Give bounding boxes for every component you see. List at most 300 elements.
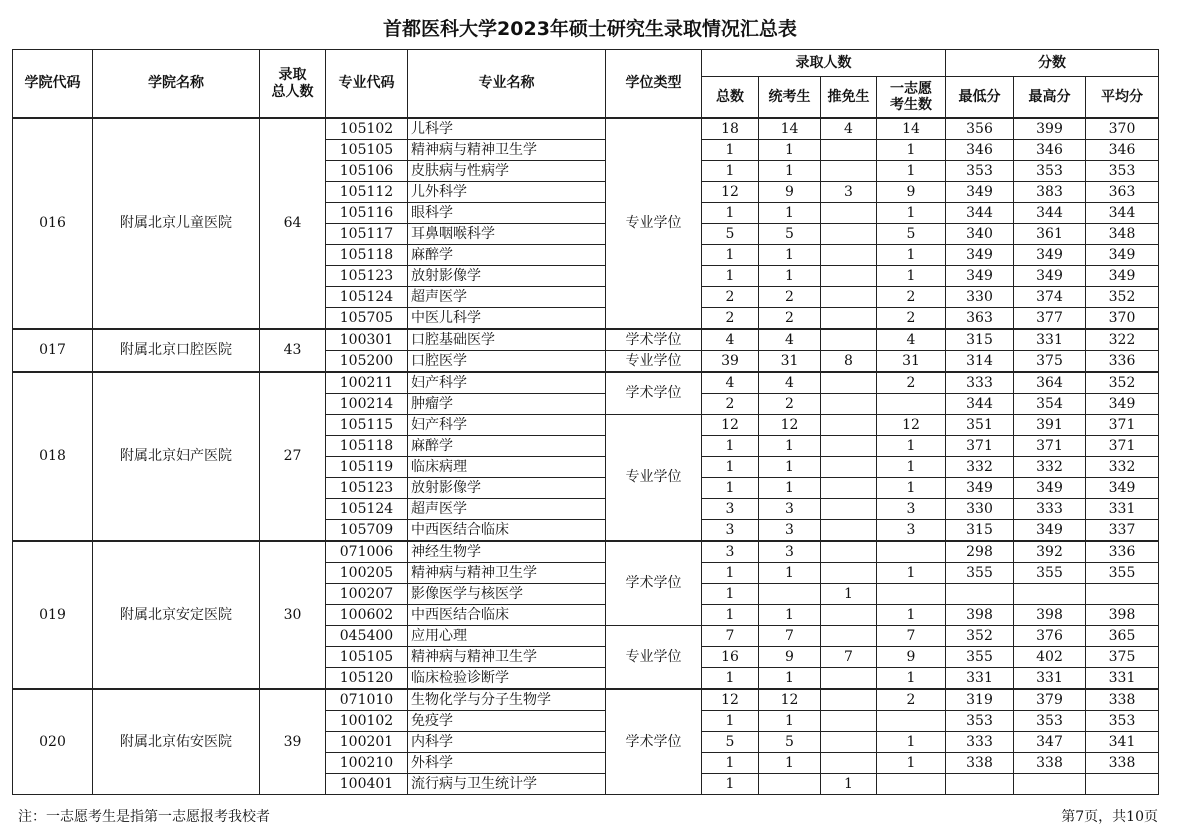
cell-unified: 3 [759, 499, 821, 520]
college-name: 附属北京儿童医院 [93, 118, 260, 329]
cell-min-score: 355 [946, 563, 1014, 584]
cell-total: 1 [702, 457, 759, 478]
major-code: 105200 [326, 351, 408, 373]
cell-total: 1 [702, 140, 759, 161]
cell-unified: 12 [759, 415, 821, 436]
cell-min-score: 338 [946, 753, 1014, 774]
cell-unified: 9 [759, 182, 821, 203]
degree-type: 学术学位 [606, 329, 702, 351]
cell-first-choice: 12 [877, 415, 946, 436]
cell-unified: 31 [759, 351, 821, 373]
cell-exempt [821, 308, 877, 330]
college-total: 30 [260, 541, 326, 689]
major-code: 105102 [326, 118, 408, 140]
header-max-score: 最高分 [1014, 77, 1086, 119]
cell-max-score: 353 [1014, 161, 1086, 182]
cell-first-choice: 1 [877, 668, 946, 690]
cell-total: 2 [702, 394, 759, 415]
cell-first-choice [877, 394, 946, 415]
major-name: 皮肤病与性病学 [408, 161, 606, 182]
cell-max-score: 331 [1014, 329, 1086, 351]
cell-min-score: 349 [946, 182, 1014, 203]
cell-unified: 1 [759, 668, 821, 690]
cell-total: 5 [702, 732, 759, 753]
major-name: 生物化学与分子生物学 [408, 689, 606, 711]
college-code: 016 [13, 118, 93, 329]
cell-max-score: 399 [1014, 118, 1086, 140]
cell-exempt [821, 605, 877, 626]
cell-total: 1 [702, 203, 759, 224]
cell-unified: 1 [759, 203, 821, 224]
major-code: 105105 [326, 647, 408, 668]
major-name: 耳鼻咽喉科学 [408, 224, 606, 245]
cell-min-score: 351 [946, 415, 1014, 436]
cell-avg-score: 341 [1086, 732, 1159, 753]
cell-unified [759, 774, 821, 795]
college-total: 27 [260, 372, 326, 541]
header-first-choice [877, 77, 946, 119]
table-body [13, 118, 1159, 795]
cell-first-choice [877, 774, 946, 795]
cell-first-choice: 1 [877, 203, 946, 224]
cell-max-score: 332 [1014, 457, 1086, 478]
cell-max-score: 391 [1014, 415, 1086, 436]
cell-min-score [946, 584, 1014, 605]
major-code: 105106 [326, 161, 408, 182]
cell-first-choice: 1 [877, 161, 946, 182]
college-name: 附属北京安定医院 [93, 541, 260, 689]
major-code: 105117 [326, 224, 408, 245]
major-code: 100102 [326, 711, 408, 732]
major-name: 麻醉学 [408, 436, 606, 457]
major-name: 麻醉学 [408, 245, 606, 266]
major-code: 100201 [326, 732, 408, 753]
cell-first-choice: 1 [877, 478, 946, 499]
cell-first-choice: 14 [877, 118, 946, 140]
header-exempt: 推免生 [821, 77, 877, 119]
table-row [13, 541, 1159, 563]
cell-max-score: 331 [1014, 668, 1086, 690]
cell-exempt [821, 266, 877, 287]
cell-max-score: 383 [1014, 182, 1086, 203]
cell-total: 1 [702, 711, 759, 732]
cell-max-score: 392 [1014, 541, 1086, 563]
cell-max-score: 377 [1014, 308, 1086, 330]
cell-min-score: 344 [946, 203, 1014, 224]
header-major-name: 专业名称 [408, 50, 606, 119]
cell-avg-score: 349 [1086, 245, 1159, 266]
footnote: 注：一志愿考生是指第一志愿报考我校者 [18, 809, 270, 825]
cell-exempt [821, 203, 877, 224]
cell-first-choice: 2 [877, 372, 946, 394]
cell-max-score: 349 [1014, 245, 1086, 266]
major-code: 105124 [326, 287, 408, 308]
cell-min-score: 330 [946, 499, 1014, 520]
cell-max-score: 353 [1014, 711, 1086, 732]
cell-exempt [821, 563, 877, 584]
cell-first-choice: 9 [877, 182, 946, 203]
major-name: 超声医学 [408, 287, 606, 308]
cell-max-score: 354 [1014, 394, 1086, 415]
cell-unified: 1 [759, 478, 821, 499]
cell-exempt [821, 287, 877, 308]
header-total-admit [260, 50, 326, 119]
cell-exempt: 1 [821, 584, 877, 605]
degree-type: 学术学位 [606, 372, 702, 415]
cell-exempt [821, 520, 877, 542]
table-row [13, 689, 1159, 711]
header-first-choice-line1: 一志愿 [890, 81, 932, 97]
cell-total: 3 [702, 499, 759, 520]
cell-unified: 14 [759, 118, 821, 140]
cell-unified: 2 [759, 287, 821, 308]
header-avg-score: 平均分 [1086, 77, 1159, 119]
cell-unified: 4 [759, 372, 821, 394]
cell-avg-score: 322 [1086, 329, 1159, 351]
degree-type: 专业学位 [606, 351, 702, 373]
cell-avg-score: 352 [1086, 287, 1159, 308]
header-college-code: 学院代码 [13, 50, 93, 119]
degree-type: 专业学位 [606, 118, 702, 329]
header-major-code: 专业代码 [326, 50, 408, 119]
cell-avg-score: 346 [1086, 140, 1159, 161]
cell-total: 3 [702, 520, 759, 542]
cell-exempt [821, 732, 877, 753]
cell-avg-score: 349 [1086, 478, 1159, 499]
cell-min-score: 333 [946, 372, 1014, 394]
cell-exempt [821, 140, 877, 161]
cell-min-score: 349 [946, 478, 1014, 499]
cell-exempt [821, 753, 877, 774]
major-name: 流行病与卫生统计学 [408, 774, 606, 795]
cell-total: 1 [702, 753, 759, 774]
major-name: 放射影像学 [408, 266, 606, 287]
cell-first-choice: 7 [877, 626, 946, 647]
college-total: 39 [260, 689, 326, 795]
major-code: 105123 [326, 478, 408, 499]
cell-exempt [821, 161, 877, 182]
major-code: 100301 [326, 329, 408, 351]
cell-total: 39 [702, 351, 759, 373]
cell-avg-score: 349 [1086, 394, 1159, 415]
header-total-admit-line2: 总人数 [271, 83, 314, 100]
cell-unified: 1 [759, 563, 821, 584]
cell-unified: 7 [759, 626, 821, 647]
major-code: 045400 [326, 626, 408, 647]
cell-first-choice: 3 [877, 520, 946, 542]
cell-unified: 4 [759, 329, 821, 351]
major-name: 口腔基础医学 [408, 329, 606, 351]
cell-avg-score: 370 [1086, 308, 1159, 330]
major-name: 内科学 [408, 732, 606, 753]
cell-exempt: 3 [821, 182, 877, 203]
cell-min-score: 352 [946, 626, 1014, 647]
major-name: 应用心理 [408, 626, 606, 647]
cell-avg-score: 337 [1086, 520, 1159, 542]
cell-first-choice: 1 [877, 563, 946, 584]
cell-avg-score [1086, 584, 1159, 605]
cell-avg-score: 349 [1086, 266, 1159, 287]
cell-total: 2 [702, 308, 759, 330]
major-name: 精神病与精神卫生学 [408, 563, 606, 584]
degree-type: 学术学位 [606, 689, 702, 795]
cell-max-score: 375 [1014, 351, 1086, 373]
cell-total: 12 [702, 689, 759, 711]
degree-type: 学术学位 [606, 541, 702, 626]
cell-max-score: 344 [1014, 203, 1086, 224]
cell-avg-score: 371 [1086, 436, 1159, 457]
major-code: 100210 [326, 753, 408, 774]
cell-total: 1 [702, 478, 759, 499]
major-code: 071010 [326, 689, 408, 711]
major-code: 100205 [326, 563, 408, 584]
cell-min-score: 332 [946, 457, 1014, 478]
cell-total: 1 [702, 266, 759, 287]
cell-avg-score: 352 [1086, 372, 1159, 394]
major-name: 临床病理 [408, 457, 606, 478]
cell-total: 1 [702, 774, 759, 795]
college-code: 019 [13, 541, 93, 689]
cell-first-choice: 31 [877, 351, 946, 373]
cell-total: 1 [702, 668, 759, 690]
cell-first-choice [877, 541, 946, 563]
degree-type: 专业学位 [606, 626, 702, 690]
major-code: 105705 [326, 308, 408, 330]
cell-min-score: 319 [946, 689, 1014, 711]
cell-exempt [821, 478, 877, 499]
cell-unified [759, 584, 821, 605]
cell-avg-score: 338 [1086, 689, 1159, 711]
cell-max-score: 347 [1014, 732, 1086, 753]
cell-first-choice: 2 [877, 287, 946, 308]
cell-min-score: 349 [946, 245, 1014, 266]
cell-max-score: 364 [1014, 372, 1086, 394]
major-code: 105118 [326, 245, 408, 266]
major-code: 105105 [326, 140, 408, 161]
cell-first-choice: 4 [877, 329, 946, 351]
cell-first-choice: 1 [877, 753, 946, 774]
major-name: 眼科学 [408, 203, 606, 224]
major-code: 105123 [326, 266, 408, 287]
major-name: 妇产科学 [408, 415, 606, 436]
cell-exempt [821, 668, 877, 690]
cell-total: 3 [702, 541, 759, 563]
cell-avg-score: 365 [1086, 626, 1159, 647]
major-name: 放射影像学 [408, 478, 606, 499]
cell-total: 4 [702, 329, 759, 351]
cell-min-score: 315 [946, 329, 1014, 351]
cell-max-score: 349 [1014, 266, 1086, 287]
cell-first-choice [877, 711, 946, 732]
major-code: 105115 [326, 415, 408, 436]
college-name: 附属北京口腔医院 [93, 329, 260, 372]
cell-total: 1 [702, 563, 759, 584]
cell-max-score: 338 [1014, 753, 1086, 774]
cell-first-choice: 1 [877, 436, 946, 457]
cell-avg-score: 398 [1086, 605, 1159, 626]
cell-first-choice: 2 [877, 308, 946, 330]
cell-exempt [821, 711, 877, 732]
cell-min-score: 356 [946, 118, 1014, 140]
major-name: 外科学 [408, 753, 606, 774]
cell-max-score [1014, 774, 1086, 795]
cell-first-choice: 1 [877, 140, 946, 161]
cell-first-choice: 2 [877, 689, 946, 711]
major-code: 100214 [326, 394, 408, 415]
header-admit-group: 录取人数 [702, 50, 946, 77]
cell-min-score: 363 [946, 308, 1014, 330]
major-name: 肿瘤学 [408, 394, 606, 415]
cell-unified: 3 [759, 520, 821, 542]
cell-avg-score: 353 [1086, 711, 1159, 732]
cell-exempt [821, 415, 877, 436]
cell-min-score: 346 [946, 140, 1014, 161]
cell-max-score: 374 [1014, 287, 1086, 308]
cell-max-score: 333 [1014, 499, 1086, 520]
cell-max-score: 361 [1014, 224, 1086, 245]
major-code: 105112 [326, 182, 408, 203]
cell-total: 1 [702, 436, 759, 457]
cell-avg-score: 371 [1086, 415, 1159, 436]
college-total: 43 [260, 329, 326, 372]
cell-max-score: 349 [1014, 520, 1086, 542]
cell-min-score: 298 [946, 541, 1014, 563]
cell-unified: 1 [759, 457, 821, 478]
cell-min-score [946, 774, 1014, 795]
cell-min-score: 349 [946, 266, 1014, 287]
major-code: 105124 [326, 499, 408, 520]
cell-exempt [821, 689, 877, 711]
cell-total: 5 [702, 224, 759, 245]
cell-avg-score: 331 [1086, 668, 1159, 690]
cell-first-choice: 5 [877, 224, 946, 245]
cell-min-score: 353 [946, 711, 1014, 732]
cell-min-score: 344 [946, 394, 1014, 415]
header-degree-type: 学位类型 [606, 50, 702, 119]
cell-exempt [821, 224, 877, 245]
cell-exempt [821, 626, 877, 647]
cell-unified: 1 [759, 753, 821, 774]
college-code: 017 [13, 329, 93, 372]
major-name: 临床检验诊断学 [408, 668, 606, 690]
cell-unified: 5 [759, 732, 821, 753]
major-name: 神经生物学 [408, 541, 606, 563]
cell-total: 7 [702, 626, 759, 647]
cell-total: 1 [702, 245, 759, 266]
cell-exempt: 7 [821, 647, 877, 668]
college-name: 附属北京佑安医院 [93, 689, 260, 795]
cell-min-score: 333 [946, 732, 1014, 753]
degree-type: 专业学位 [606, 415, 702, 542]
major-name: 中医儿科学 [408, 308, 606, 330]
cell-avg-score [1086, 774, 1159, 795]
cell-exempt: 1 [821, 774, 877, 795]
cell-avg-score: 336 [1086, 541, 1159, 563]
cell-avg-score: 338 [1086, 753, 1159, 774]
header-total: 总数 [702, 77, 759, 119]
admission-table [12, 49, 1159, 795]
cell-unified: 2 [759, 394, 821, 415]
major-name: 儿外科学 [408, 182, 606, 203]
cell-min-score: 353 [946, 161, 1014, 182]
cell-unified: 1 [759, 140, 821, 161]
cell-exempt [821, 436, 877, 457]
cell-first-choice: 1 [877, 266, 946, 287]
header-score-group: 分数 [946, 50, 1159, 77]
table-row [13, 118, 1159, 140]
college-total: 64 [260, 118, 326, 329]
cell-unified: 1 [759, 266, 821, 287]
cell-max-score: 371 [1014, 436, 1086, 457]
cell-exempt [821, 372, 877, 394]
cell-first-choice [877, 584, 946, 605]
header-first-choice-line2: 考生数 [890, 97, 932, 113]
header-college-name: 学院名称 [93, 50, 260, 119]
cell-first-choice: 1 [877, 245, 946, 266]
cell-min-score: 355 [946, 647, 1014, 668]
cell-unified: 5 [759, 224, 821, 245]
cell-avg-score: 331 [1086, 499, 1159, 520]
cell-min-score: 330 [946, 287, 1014, 308]
cell-exempt [821, 245, 877, 266]
cell-first-choice: 3 [877, 499, 946, 520]
cell-exempt [821, 394, 877, 415]
table-row [13, 372, 1159, 394]
cell-total: 4 [702, 372, 759, 394]
major-name: 免疫学 [408, 711, 606, 732]
page-number: 第7页，共10页 [1061, 809, 1158, 825]
major-name: 口腔医学 [408, 351, 606, 373]
cell-exempt: 8 [821, 351, 877, 373]
major-name: 妇产科学 [408, 372, 606, 394]
cell-avg-score: 348 [1086, 224, 1159, 245]
header-unified: 统考生 [759, 77, 821, 119]
cell-total: 12 [702, 182, 759, 203]
cell-exempt [821, 329, 877, 351]
cell-avg-score: 370 [1086, 118, 1159, 140]
cell-first-choice: 1 [877, 732, 946, 753]
college-name: 附属北京妇产医院 [93, 372, 260, 541]
cell-unified: 1 [759, 161, 821, 182]
college-code: 018 [13, 372, 93, 541]
cell-max-score: 376 [1014, 626, 1086, 647]
cell-exempt: 4 [821, 118, 877, 140]
cell-min-score: 315 [946, 520, 1014, 542]
cell-total: 1 [702, 605, 759, 626]
header-min-score: 最低分 [946, 77, 1014, 119]
major-code: 100401 [326, 774, 408, 795]
cell-total: 16 [702, 647, 759, 668]
major-code: 100207 [326, 584, 408, 605]
cell-exempt [821, 499, 877, 520]
cell-first-choice: 9 [877, 647, 946, 668]
major-code: 105709 [326, 520, 408, 542]
cell-unified: 3 [759, 541, 821, 563]
college-code: 020 [13, 689, 93, 795]
major-code: 105119 [326, 457, 408, 478]
cell-exempt [821, 457, 877, 478]
cell-min-score: 340 [946, 224, 1014, 245]
cell-avg-score: 332 [1086, 457, 1159, 478]
major-name: 精神病与精神卫生学 [408, 647, 606, 668]
cell-first-choice: 1 [877, 605, 946, 626]
cell-unified: 1 [759, 436, 821, 457]
cell-total: 1 [702, 161, 759, 182]
cell-max-score: 402 [1014, 647, 1086, 668]
cell-total: 12 [702, 415, 759, 436]
cell-min-score: 398 [946, 605, 1014, 626]
cell-avg-score: 353 [1086, 161, 1159, 182]
